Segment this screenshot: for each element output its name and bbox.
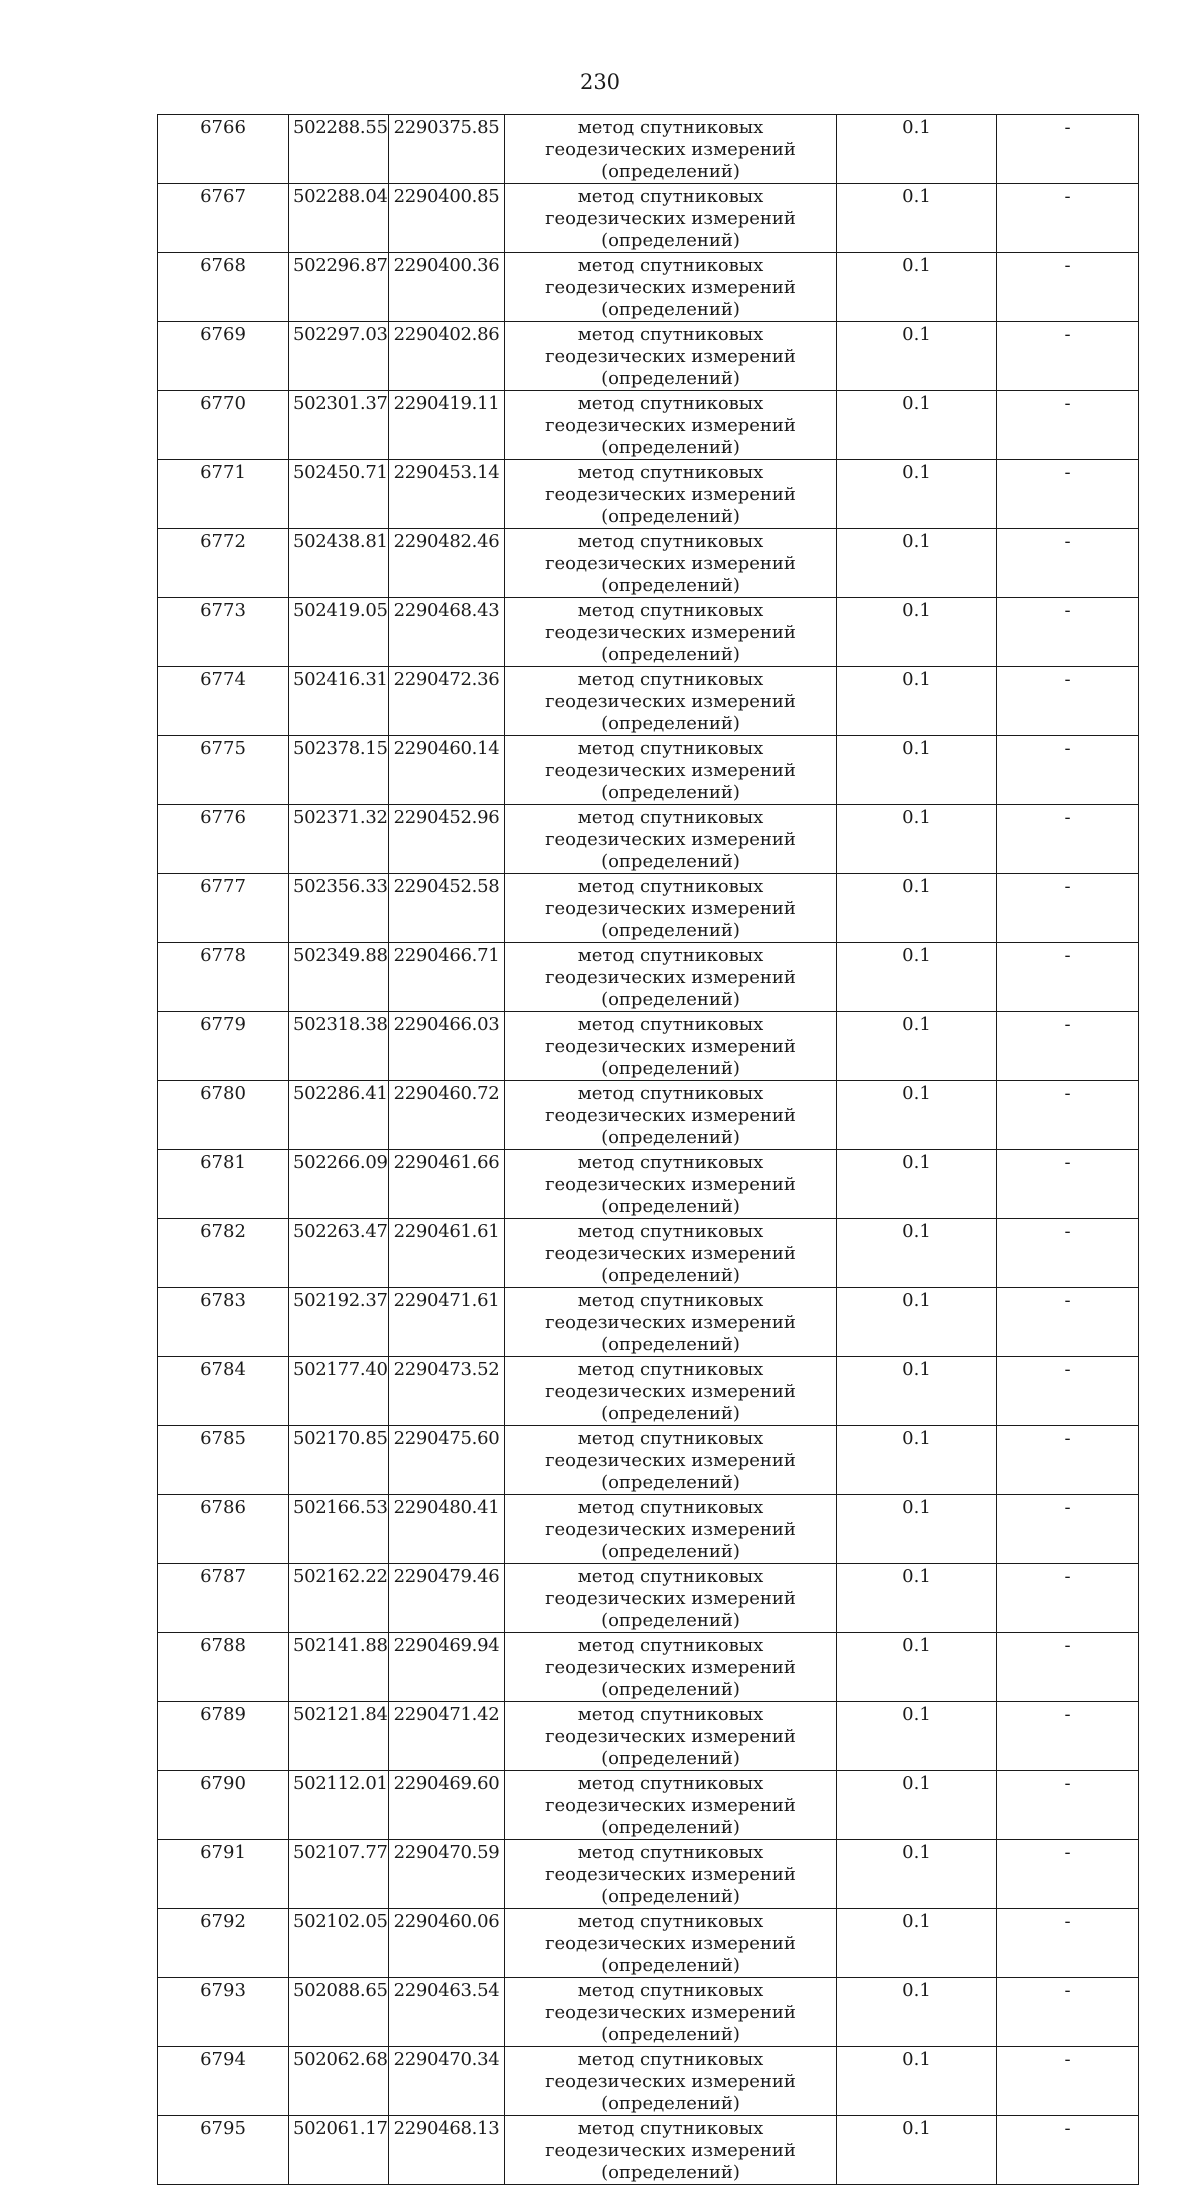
x-coordinate-cell: 502061.17 — [289, 2116, 389, 2185]
x-coordinate-cell: 502088.65 — [289, 1978, 389, 2047]
table-row — [158, 1219, 1139, 1288]
y-coordinate-cell: 2290460.72 — [389, 1081, 505, 1150]
method-cell: метод спутниковых геодезических измерений (определений) — [505, 943, 837, 1012]
y-coordinate-cell: 2290468.13 — [389, 2116, 505, 2185]
accuracy-cell: 0.1 — [837, 1840, 997, 1909]
note-cell: - — [997, 184, 1139, 253]
table-row — [158, 322, 1139, 391]
accuracy-cell: 0.1 — [837, 529, 997, 598]
method-cell: метод спутниковых геодезических измерений (определений) — [505, 1633, 837, 1702]
method-cell: метод спутниковых геодезических измерений (определений) — [505, 1288, 837, 1357]
accuracy-cell: 0.1 — [837, 2047, 997, 2116]
accuracy-cell: 0.1 — [837, 1771, 997, 1840]
y-coordinate-cell: 2290375.85 — [389, 115, 505, 184]
table-row — [158, 736, 1139, 805]
method-cell: метод спутниковых геодезических измерений (определений) — [505, 1702, 837, 1771]
x-coordinate-cell: 502062.68 — [289, 2047, 389, 2116]
accuracy-cell: 0.1 — [837, 874, 997, 943]
y-coordinate-cell: 2290470.59 — [389, 1840, 505, 1909]
method-cell: метод спутниковых геодезических измерений (определений) — [505, 598, 837, 667]
table-row — [158, 115, 1139, 184]
y-coordinate-cell: 2290461.66 — [389, 1150, 505, 1219]
method-cell: метод спутниковых геодезических измерений (определений) — [505, 1840, 837, 1909]
point-number-cell: 6773 — [158, 598, 289, 667]
x-coordinate-cell: 502378.15 — [289, 736, 389, 805]
note-cell: - — [997, 1219, 1139, 1288]
y-coordinate-cell: 2290460.06 — [389, 1909, 505, 1978]
x-coordinate-cell: 502301.37 — [289, 391, 389, 460]
x-coordinate-cell: 502296.87 — [289, 253, 389, 322]
y-coordinate-cell: 2290461.61 — [389, 1219, 505, 1288]
note-cell: - — [997, 1702, 1139, 1771]
point-number-cell: 6782 — [158, 1219, 289, 1288]
method-cell: метод спутниковых геодезических измерений (определений) — [505, 805, 837, 874]
table-row — [158, 1150, 1139, 1219]
accuracy-cell: 0.1 — [837, 460, 997, 529]
point-number-cell: 6792 — [158, 1909, 289, 1978]
note-cell: - — [997, 1012, 1139, 1081]
y-coordinate-cell: 2290466.03 — [389, 1012, 505, 1081]
accuracy-cell: 0.1 — [837, 184, 997, 253]
point-number-cell: 6793 — [158, 1978, 289, 2047]
note-cell: - — [997, 1564, 1139, 1633]
note-cell: - — [997, 598, 1139, 667]
note-cell: - — [997, 115, 1139, 184]
y-coordinate-cell: 2290471.61 — [389, 1288, 505, 1357]
table-row — [158, 1909, 1139, 1978]
method-cell: метод спутниковых геодезических измерений (определений) — [505, 1150, 837, 1219]
note-cell: - — [997, 1840, 1139, 1909]
table-row — [158, 460, 1139, 529]
point-number-cell: 6795 — [158, 2116, 289, 2185]
accuracy-cell: 0.1 — [837, 1012, 997, 1081]
coordinates-table-body — [158, 115, 1139, 2185]
table-row — [158, 1771, 1139, 1840]
y-coordinate-cell: 2290452.96 — [389, 805, 505, 874]
method-cell: метод спутниковых геодезических измерений (определений) — [505, 2047, 837, 2116]
accuracy-cell: 0.1 — [837, 1633, 997, 1702]
note-cell: - — [997, 391, 1139, 460]
accuracy-cell: 0.1 — [837, 943, 997, 1012]
y-coordinate-cell: 2290400.36 — [389, 253, 505, 322]
note-cell: - — [997, 1978, 1139, 2047]
point-number-cell: 6776 — [158, 805, 289, 874]
method-cell: метод спутниковых геодезических измерений (определений) — [505, 1081, 837, 1150]
x-coordinate-cell: 502266.09 — [289, 1150, 389, 1219]
table-row — [158, 391, 1139, 460]
x-coordinate-cell: 502419.05 — [289, 598, 389, 667]
note-cell: - — [997, 322, 1139, 391]
method-cell: метод спутниковых геодезических измерений (определений) — [505, 1012, 837, 1081]
x-coordinate-cell: 502170.85 — [289, 1426, 389, 1495]
method-cell: метод спутниковых геодезических измерений (определений) — [505, 1564, 837, 1633]
method-cell: метод спутниковых геодезических измерений (определений) — [505, 2116, 837, 2185]
table-row — [158, 874, 1139, 943]
y-coordinate-cell: 2290402.86 — [389, 322, 505, 391]
method-cell: метод спутниковых геодезических измерений (определений) — [505, 1495, 837, 1564]
y-coordinate-cell: 2290469.94 — [389, 1633, 505, 1702]
accuracy-cell: 0.1 — [837, 253, 997, 322]
accuracy-cell: 0.1 — [837, 1702, 997, 1771]
x-coordinate-cell: 502141.88 — [289, 1633, 389, 1702]
point-number-cell: 6769 — [158, 322, 289, 391]
accuracy-cell: 0.1 — [837, 1219, 997, 1288]
y-coordinate-cell: 2290479.46 — [389, 1564, 505, 1633]
table-row — [158, 1978, 1139, 2047]
note-cell: - — [997, 1081, 1139, 1150]
accuracy-cell: 0.1 — [837, 1564, 997, 1633]
method-cell: метод спутниковых геодезических измерений (определений) — [505, 115, 837, 184]
point-number-cell: 6785 — [158, 1426, 289, 1495]
table-row — [158, 1564, 1139, 1633]
note-cell: - — [997, 1357, 1139, 1426]
point-number-cell: 6775 — [158, 736, 289, 805]
coordinates-table — [157, 114, 1139, 2185]
x-coordinate-cell: 502162.22 — [289, 1564, 389, 1633]
y-coordinate-cell: 2290460.14 — [389, 736, 505, 805]
point-number-cell: 6777 — [158, 874, 289, 943]
table-row — [158, 1633, 1139, 1702]
point-number-cell: 6786 — [158, 1495, 289, 1564]
method-cell: метод спутниковых геодезических измерений (определений) — [505, 1219, 837, 1288]
table-row — [158, 1012, 1139, 1081]
note-cell: - — [997, 805, 1139, 874]
note-cell: - — [997, 1150, 1139, 1219]
method-cell: метод спутниковых геодезических измерений (определений) — [505, 322, 837, 391]
note-cell: - — [997, 2116, 1139, 2185]
y-coordinate-cell: 2290471.42 — [389, 1702, 505, 1771]
method-cell: метод спутниковых геодезических измерений (определений) — [505, 1909, 837, 1978]
x-coordinate-cell: 502121.84 — [289, 1702, 389, 1771]
point-number-cell: 6774 — [158, 667, 289, 736]
x-coordinate-cell: 502450.71 — [289, 460, 389, 529]
point-number-cell: 6778 — [158, 943, 289, 1012]
accuracy-cell: 0.1 — [837, 391, 997, 460]
method-cell: метод спутниковых геодезических измерений (определений) — [505, 460, 837, 529]
note-cell: - — [997, 736, 1139, 805]
y-coordinate-cell: 2290466.71 — [389, 943, 505, 1012]
method-cell: метод спутниковых геодезических измерений (определений) — [505, 253, 837, 322]
method-cell: метод спутниковых геодезических измерений (определений) — [505, 1357, 837, 1426]
accuracy-cell: 0.1 — [837, 1288, 997, 1357]
accuracy-cell: 0.1 — [837, 2116, 997, 2185]
accuracy-cell: 0.1 — [837, 1426, 997, 1495]
table-row — [158, 1081, 1139, 1150]
method-cell: метод спутниковых геодезических измерений (определений) — [505, 667, 837, 736]
point-number-cell: 6784 — [158, 1357, 289, 1426]
method-cell: метод спутниковых геодезических измерений (определений) — [505, 529, 837, 598]
accuracy-cell: 0.1 — [837, 1909, 997, 1978]
table-row — [158, 253, 1139, 322]
table-row — [158, 1288, 1139, 1357]
x-coordinate-cell: 502112.01 — [289, 1771, 389, 1840]
table-row — [158, 1357, 1139, 1426]
x-coordinate-cell: 502288.04 — [289, 184, 389, 253]
y-coordinate-cell: 2290473.52 — [389, 1357, 505, 1426]
accuracy-cell: 0.1 — [837, 736, 997, 805]
point-number-cell: 6783 — [158, 1288, 289, 1357]
x-coordinate-cell: 502263.47 — [289, 1219, 389, 1288]
accuracy-cell: 0.1 — [837, 667, 997, 736]
y-coordinate-cell: 2290463.54 — [389, 1978, 505, 2047]
x-coordinate-cell: 502177.40 — [289, 1357, 389, 1426]
table-row — [158, 1426, 1139, 1495]
y-coordinate-cell: 2290482.46 — [389, 529, 505, 598]
table-row — [158, 805, 1139, 874]
point-number-cell: 6770 — [158, 391, 289, 460]
y-coordinate-cell: 2290453.14 — [389, 460, 505, 529]
point-number-cell: 6767 — [158, 184, 289, 253]
note-cell: - — [997, 1288, 1139, 1357]
y-coordinate-cell: 2290480.41 — [389, 1495, 505, 1564]
page-number: 230 — [579, 70, 621, 94]
point-number-cell: 6771 — [158, 460, 289, 529]
note-cell: - — [997, 874, 1139, 943]
accuracy-cell: 0.1 — [837, 1495, 997, 1564]
y-coordinate-cell: 2290468.43 — [389, 598, 505, 667]
accuracy-cell: 0.1 — [837, 115, 997, 184]
point-number-cell: 6789 — [158, 1702, 289, 1771]
table-row — [158, 598, 1139, 667]
method-cell: метод спутниковых геодезических измерений (определений) — [505, 1426, 837, 1495]
x-coordinate-cell: 502297.03 — [289, 322, 389, 391]
point-number-cell: 6791 — [158, 1840, 289, 1909]
point-number-cell: 6787 — [158, 1564, 289, 1633]
point-number-cell: 6790 — [158, 1771, 289, 1840]
table-row — [158, 667, 1139, 736]
x-coordinate-cell: 502438.81 — [289, 529, 389, 598]
accuracy-cell: 0.1 — [837, 1081, 997, 1150]
accuracy-cell: 0.1 — [837, 598, 997, 667]
x-coordinate-cell: 502371.32 — [289, 805, 389, 874]
table-row — [158, 1840, 1139, 1909]
note-cell: - — [997, 667, 1139, 736]
accuracy-cell: 0.1 — [837, 322, 997, 391]
x-coordinate-cell: 502318.38 — [289, 1012, 389, 1081]
y-coordinate-cell: 2290400.85 — [389, 184, 505, 253]
point-number-cell: 6794 — [158, 2047, 289, 2116]
method-cell: метод спутниковых геодезических измерений (определений) — [505, 1771, 837, 1840]
note-cell: - — [997, 460, 1139, 529]
y-coordinate-cell: 2290419.11 — [389, 391, 505, 460]
note-cell: - — [997, 529, 1139, 598]
note-cell: - — [997, 1633, 1139, 1702]
method-cell: метод спутниковых геодезических измерений (определений) — [505, 184, 837, 253]
x-coordinate-cell: 502192.37 — [289, 1288, 389, 1357]
note-cell: - — [997, 253, 1139, 322]
note-cell: - — [997, 1495, 1139, 1564]
x-coordinate-cell: 502288.55 — [289, 115, 389, 184]
table-row — [158, 1702, 1139, 1771]
x-coordinate-cell: 502286.41 — [289, 1081, 389, 1150]
point-number-cell: 6779 — [158, 1012, 289, 1081]
y-coordinate-cell: 2290469.60 — [389, 1771, 505, 1840]
note-cell: - — [997, 1426, 1139, 1495]
point-number-cell: 6766 — [158, 115, 289, 184]
y-coordinate-cell: 2290470.34 — [389, 2047, 505, 2116]
table-row — [158, 1495, 1139, 1564]
x-coordinate-cell: 502416.31 — [289, 667, 389, 736]
x-coordinate-cell: 502166.53 — [289, 1495, 389, 1564]
method-cell: метод спутниковых геодезических измерений (определений) — [505, 391, 837, 460]
table-row — [158, 529, 1139, 598]
method-cell: метод спутниковых геодезических измерений (определений) — [505, 736, 837, 805]
y-coordinate-cell: 2290452.58 — [389, 874, 505, 943]
point-number-cell: 6780 — [158, 1081, 289, 1150]
table-row — [158, 2116, 1139, 2185]
x-coordinate-cell: 502107.77 — [289, 1840, 389, 1909]
table-row — [158, 184, 1139, 253]
table-row — [158, 943, 1139, 1012]
method-cell: метод спутниковых геодезических измерений (определений) — [505, 874, 837, 943]
point-number-cell: 6788 — [158, 1633, 289, 1702]
method-cell: метод спутниковых геодезических измерений (определений) — [505, 1978, 837, 2047]
table-row — [158, 2047, 1139, 2116]
accuracy-cell: 0.1 — [837, 1357, 997, 1426]
point-number-cell: 6768 — [158, 253, 289, 322]
x-coordinate-cell: 502349.88 — [289, 943, 389, 1012]
y-coordinate-cell: 2290475.60 — [389, 1426, 505, 1495]
y-coordinate-cell: 2290472.36 — [389, 667, 505, 736]
note-cell: - — [997, 1909, 1139, 1978]
accuracy-cell: 0.1 — [837, 805, 997, 874]
accuracy-cell: 0.1 — [837, 1978, 997, 2047]
accuracy-cell: 0.1 — [837, 1150, 997, 1219]
point-number-cell: 6772 — [158, 529, 289, 598]
note-cell: - — [997, 2047, 1139, 2116]
note-cell: - — [997, 943, 1139, 1012]
x-coordinate-cell: 502102.05 — [289, 1909, 389, 1978]
x-coordinate-cell: 502356.33 — [289, 874, 389, 943]
note-cell: - — [997, 1771, 1139, 1840]
point-number-cell: 6781 — [158, 1150, 289, 1219]
